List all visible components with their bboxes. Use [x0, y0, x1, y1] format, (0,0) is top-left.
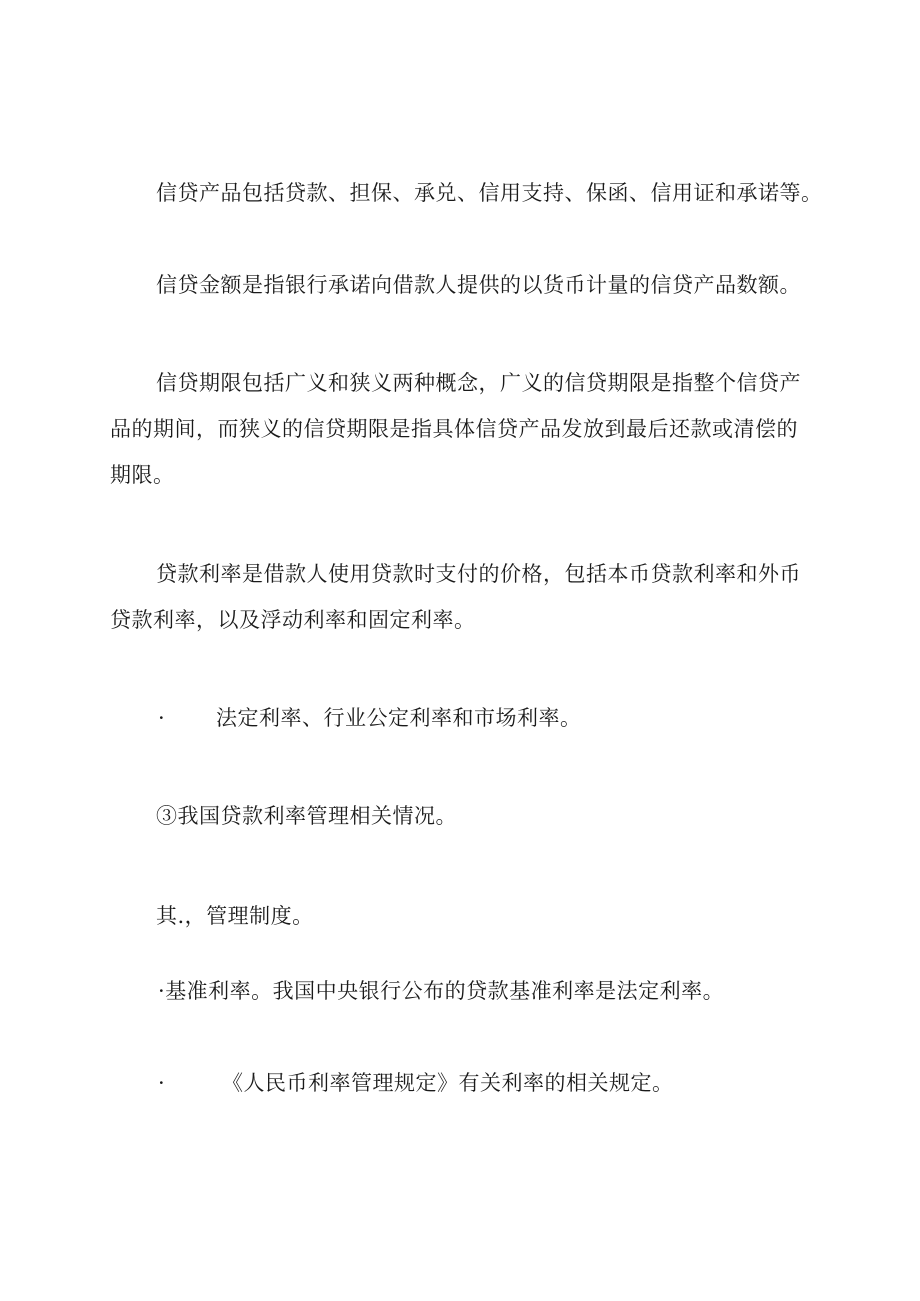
paragraph-line: 品的期间，而狭义的信贷期限是指具体信贷产品发放到最后还款或清偿的 — [110, 417, 798, 441]
paragraph-line: 期限。 — [110, 463, 175, 487]
bullet-dot: · — [158, 979, 166, 1003]
bullet-dot: · — [158, 1071, 166, 1095]
bullet-item-rmb-rate-regulation — [158, 1068, 674, 1098]
paragraph-credit-products — [110, 170, 823, 216]
bullet-text: 法定利率、行业公定利率和市场利率。 — [216, 706, 582, 730]
paragraph-credit-amount — [110, 262, 810, 308]
paragraph-management-system — [156, 893, 856, 939]
paragraph-loan-rate — [110, 551, 810, 643]
bullet-text: 《人民币利率管理规定》有关利率的相关规定。 — [222, 1071, 674, 1095]
bullet-item-rate-types — [158, 703, 582, 733]
bullet-item-benchmark-rate — [158, 976, 724, 1006]
paragraph-line: 信贷金额是指银行承诺向借款人提供的以货币计量的信贷产品数额。 — [156, 273, 801, 297]
paragraph-line: ③我国贷款利率管理相关情况。 — [156, 804, 457, 828]
paragraph-line: 贷款利率，以及浮动利率和固定利率。 — [110, 608, 476, 632]
paragraph-line: 其.，管理制度。 — [156, 904, 314, 928]
bullet-text: 基准利率。我国中央银行公布的贷款基准利率是法定利率。 — [165, 979, 725, 1003]
heading-rate-management — [156, 793, 856, 839]
bullet-dot: · — [158, 706, 166, 730]
paragraph-line: 贷款利率是借款人使用贷款时支付的价格，包括本币贷款利率和外币 — [156, 562, 801, 586]
paragraph-credit-term — [110, 360, 810, 498]
paragraph-line: 信贷期限包括广义和狭义两种概念，广义的信贷期限是指整个信贷产 — [156, 371, 801, 395]
paragraph-line: 信贷产品包括贷款、担保、承兑、信用支持、保函、信用证和承诺等。 — [156, 181, 823, 205]
